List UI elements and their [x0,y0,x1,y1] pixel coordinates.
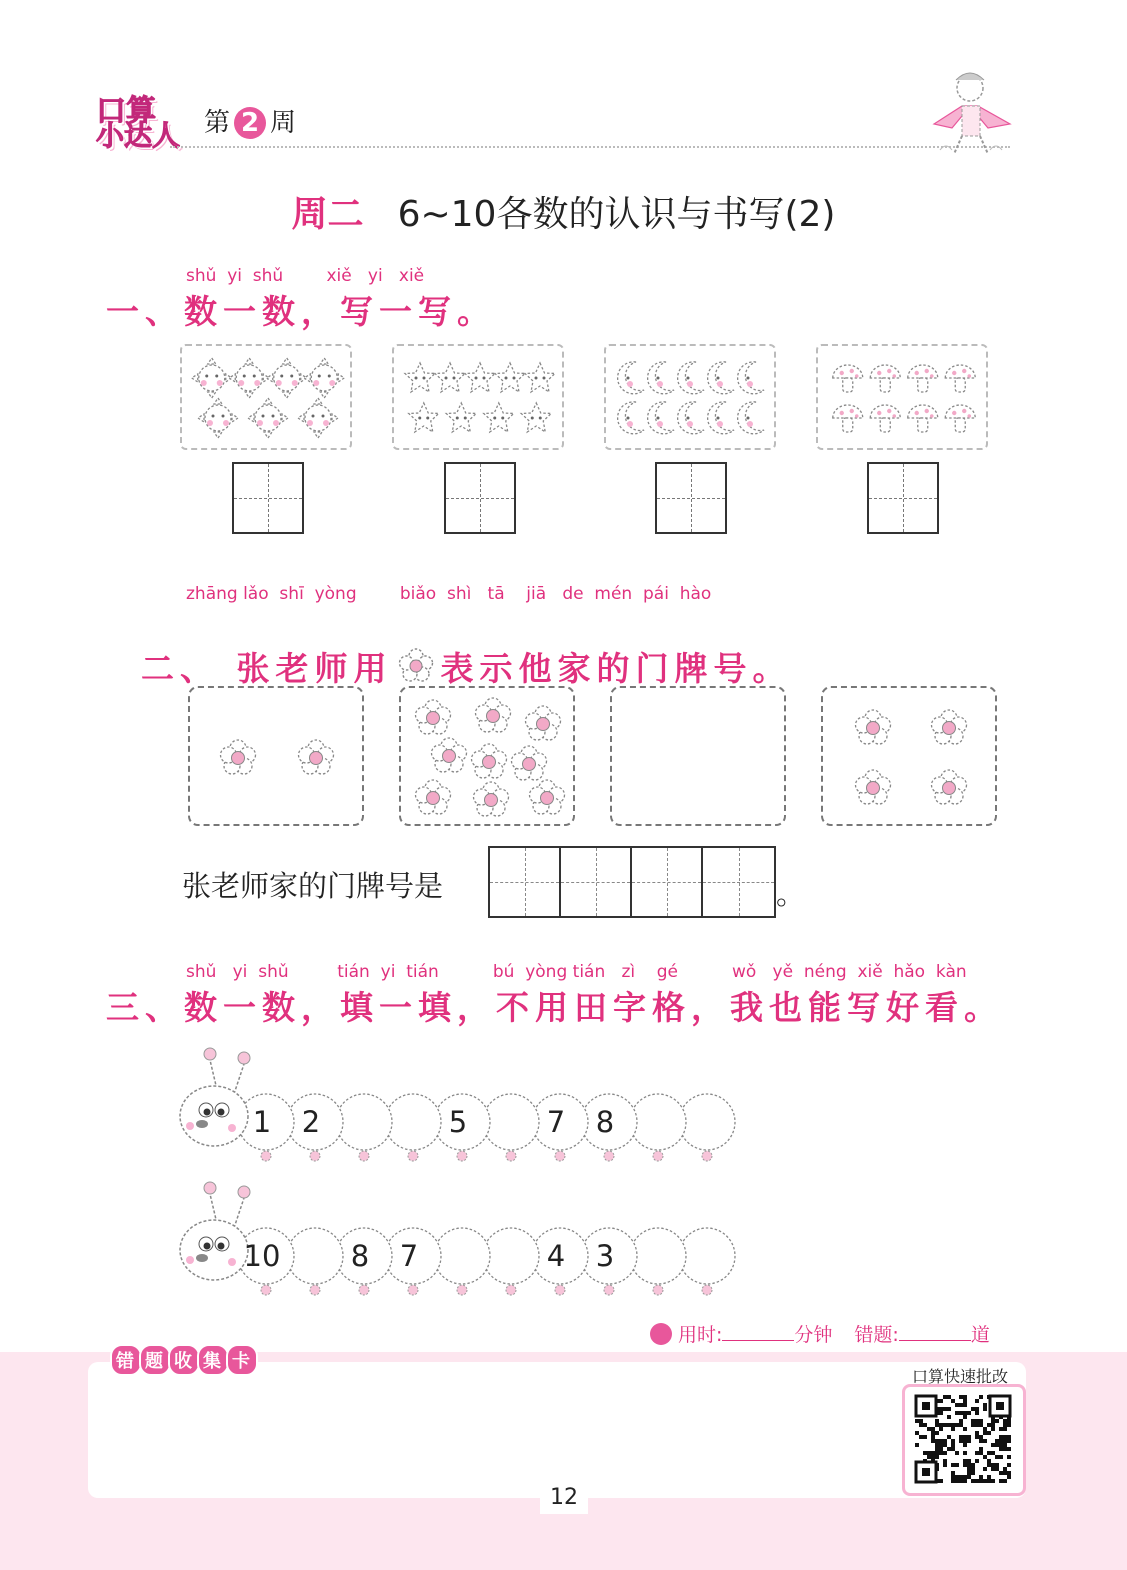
time-label: 用时: [678,1324,723,1346]
sun-icon [304,358,344,398]
sun-icon [198,398,238,438]
section2-pinyin: zhāng lǎo shī yòng biǎo shì tā jiā de mén pái hào [186,584,712,604]
card-title-char: 集 [197,1344,229,1376]
number-cell[interactable] [561,848,632,916]
mushroom-icon [945,365,975,392]
title-text: 6~10各数的认识与书写(2) [397,194,836,235]
sun-icon [267,358,307,398]
qr-code[interactable] [902,1384,1026,1496]
caterpillar-number: 7 [399,1239,419,1273]
card-title-char: 错 [110,1344,142,1376]
error-label: 错题: [854,1324,899,1346]
time-blank[interactable] [722,1340,794,1341]
section2-heading-before: 二、 张老师用 [140,649,393,688]
logo-line1: 口算 [96,94,156,129]
caterpillar-number: 8 [350,1239,370,1273]
caterpillar-number: 4 [546,1239,566,1273]
section3-pinyin: shǔ yi shǔ tián yi tián bú yòng tián zì gé wǒ yě néng xiě hǎo kàn [186,962,967,982]
star-icon [525,363,555,392]
stopwatch-icon [650,1323,672,1345]
moon-icon [648,362,674,394]
section2-heading [106,604,791,690]
caterpillar-number: 5 [448,1105,468,1139]
star-icon [495,363,525,392]
mushroom-icon [870,405,900,432]
week-prefix: 第 [204,108,231,138]
timer-row [650,1320,990,1347]
card-title-char: 题 [139,1344,171,1376]
answer-grid[interactable] [444,462,516,534]
moon-icon [708,362,734,394]
picture-box [604,344,776,450]
logo [96,86,186,150]
week-label [204,102,296,139]
moon-icon [738,362,764,394]
mushroom-icon [945,405,975,432]
mushroom-icon [908,405,938,432]
page-title [0,186,1127,237]
time-unit: 分钟 [794,1324,833,1346]
flower-box [399,686,575,826]
star-icon [484,403,514,432]
qr-label: 口算快速批改 [912,1367,1009,1386]
card-title-char: 收 [168,1344,200,1376]
week-suffix: 周 [270,108,297,138]
number-cell[interactable] [490,848,561,916]
star-icon [465,363,495,392]
section2-heading-after: 表示他家的门牌号。 [440,649,792,688]
caterpillar-number: 8 [595,1105,615,1139]
caterpillar-number: 2 [301,1105,321,1139]
page-number: 12 [540,1482,588,1514]
mushroom-icon [833,405,863,432]
moon-icon [678,402,704,434]
moon-icon [738,402,764,434]
error-blank[interactable] [899,1340,971,1341]
section1-heading: 一、数一数，写一写。 [106,292,496,331]
sun-icon [248,398,288,438]
moon-icon [708,402,734,434]
title-day: 周二 [291,194,364,235]
sun-icon [229,358,269,398]
picture-box [816,344,988,450]
section3-heading: 三、数一数，填一填，不用田字格，我也能写好看。 [106,988,1003,1027]
caterpillar-number: 7 [546,1105,566,1139]
moon-icon [648,402,674,434]
error-collection-card[interactable] [88,1362,1026,1498]
logo-line2: 小达人 [96,119,181,152]
flower-box [610,686,786,826]
star-icon [446,403,476,432]
mascot-illustration [926,66,1016,162]
answer-end-punct: 。 [776,877,806,911]
picture-box [180,344,352,450]
flower-box [188,686,364,826]
answer-grid[interactable] [232,462,304,534]
mushroom-icon [870,365,900,392]
header-divider [170,146,1010,148]
house-number-cells[interactable] [488,846,776,918]
number-cell[interactable] [632,848,703,916]
star-icon [405,363,435,392]
caterpillar-number: 3 [595,1239,615,1273]
star-icon [521,403,551,432]
section1-pinyin: shǔ yi shǔ xiě yi xiě [186,266,425,286]
caterpillar-number: 10 [243,1239,281,1273]
week-number-badge: 2 [234,107,266,139]
star-icon [435,363,465,392]
mushroom-icon [908,365,938,392]
star-icon [409,403,439,432]
caterpillars [170,1036,750,1306]
flower-icon [394,646,438,686]
error-card-title [110,1344,255,1376]
moon-icon [678,362,704,394]
answer-grid[interactable] [655,462,727,534]
picture-box [392,344,564,450]
moon-icon [618,362,644,394]
answer-prompt: 张老师家的门牌号是 [182,869,444,903]
flower-box [821,686,997,826]
card-title-char: 卡 [226,1344,258,1376]
answer-grid[interactable] [867,462,939,534]
sun-icon [192,358,232,398]
moon-icon [618,402,644,434]
error-unit: 道 [970,1324,990,1346]
mushroom-icon [833,365,863,392]
number-cell[interactable] [703,848,774,916]
caterpillar-number: 1 [252,1105,272,1139]
sun-icon [298,398,338,438]
